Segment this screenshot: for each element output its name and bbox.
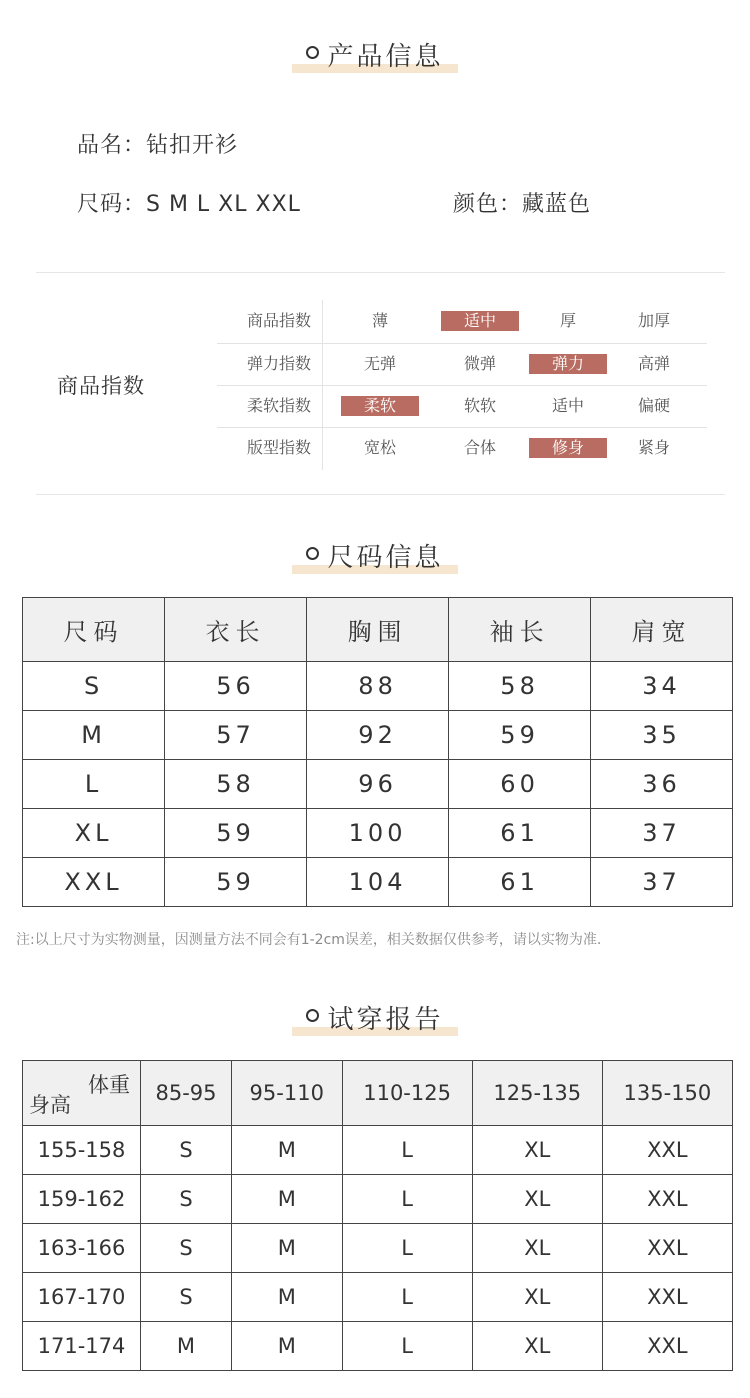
fit-table-size-cell: S	[141, 1273, 232, 1322]
index-option: 高弹	[637, 354, 670, 373]
size-table-cell: 104	[307, 858, 449, 907]
table-row	[23, 1175, 733, 1224]
product-name: 品名：钻扣开衫	[77, 133, 239, 158]
fit-table-height-cell: 155-158	[23, 1126, 141, 1175]
fit-table-weight-header: 125-135	[472, 1061, 602, 1126]
index-row-label: 弹力指数	[246, 354, 311, 373]
size-table-cell: 61	[449, 858, 591, 907]
fit-table-height-cell: 163-166	[23, 1224, 141, 1273]
fit-table-size-cell: L	[342, 1224, 472, 1273]
product-info-heading	[0, 36, 750, 75]
fit-table-size-cell: M	[231, 1322, 342, 1371]
index-row-label: 柔软指数	[246, 396, 311, 415]
fit-report-heading	[0, 999, 750, 1038]
size-table-cell: M	[23, 711, 165, 760]
circle-icon	[306, 46, 319, 59]
fit-table-corner	[23, 1061, 141, 1126]
fit-table-weight-header: 85-95	[141, 1061, 232, 1126]
measurement-note: 注:以上尺寸为实物测量，因测量方法不同会有1-2cm误差，相关数据仅供参考，请以实物为准.	[16, 932, 602, 948]
size-table-cell: 59	[449, 711, 591, 760]
size-table-cell: 92	[307, 711, 449, 760]
size-table-cell: XXL	[23, 858, 165, 907]
size-table-cell: 100	[307, 809, 449, 858]
size-info-title: 尺码信息	[327, 543, 444, 573]
table-row	[23, 858, 733, 907]
index-row-label: 版型指数	[246, 438, 311, 457]
index-option: 紧身	[637, 438, 670, 457]
table-row	[23, 1322, 733, 1371]
fit-table-size-cell: XL	[472, 1224, 602, 1273]
index-option-selected: 修身	[529, 438, 607, 458]
fit-table-size-cell: XXL	[602, 1322, 732, 1371]
index-row-label: 商品指数	[246, 311, 311, 330]
size-table-cell: 59	[165, 809, 307, 858]
fit-table-height-cell: 171-174	[23, 1322, 141, 1371]
index-option: 厚	[559, 311, 576, 330]
size-table-cell: S	[23, 662, 165, 711]
table-row	[23, 1224, 733, 1273]
size-table	[22, 597, 733, 907]
fit-table-size-cell: XL	[472, 1322, 602, 1371]
table-row	[23, 711, 733, 760]
index-option-selected: 柔软	[341, 396, 419, 416]
index-option: 微弹	[463, 354, 496, 373]
fit-table-height-cell: 159-162	[23, 1175, 141, 1224]
fit-table-size-cell: M	[231, 1273, 342, 1322]
divider	[36, 272, 725, 273]
fit-table-size-cell: L	[342, 1175, 472, 1224]
product-info-title: 产品信息	[327, 42, 444, 72]
fit-table-size-cell: M	[231, 1126, 342, 1175]
size-table-header-cell: 尺码	[23, 598, 165, 662]
size-table-header-cell: 肩宽	[591, 598, 733, 662]
fit-table-height-cell: 167-170	[23, 1273, 141, 1322]
fit-table-weight-header: 110-125	[342, 1061, 472, 1126]
index-option-selected: 适中	[441, 311, 519, 331]
size-table-cell: 37	[591, 809, 733, 858]
fit-table-size-cell: XL	[472, 1175, 602, 1224]
fit-table-size-cell: L	[342, 1126, 472, 1175]
size-table-cell: 59	[165, 858, 307, 907]
circle-icon	[306, 1009, 319, 1022]
fit-table-size-cell: M	[231, 1175, 342, 1224]
fit-report-title: 试穿报告	[327, 1005, 444, 1035]
table-row	[23, 1126, 733, 1175]
fit-table-size-cell: S	[141, 1175, 232, 1224]
size-table-header-row	[23, 598, 733, 662]
fit-table-size-cell: S	[141, 1224, 232, 1273]
fit-table-weight-header: 95-110	[231, 1061, 342, 1126]
fit-table-size-cell: XXL	[602, 1175, 732, 1224]
size-table-cell: 35	[591, 711, 733, 760]
fit-table	[22, 1060, 733, 1371]
fit-table-size-cell: M	[141, 1322, 232, 1371]
size-table-cell: 34	[591, 662, 733, 711]
circle-icon	[306, 547, 319, 560]
size-table-cell: 37	[591, 858, 733, 907]
index-row-divider	[217, 385, 707, 386]
index-option: 宽松	[363, 438, 396, 457]
index-option: 软软	[463, 396, 496, 415]
fit-table-size-cell: XL	[472, 1126, 602, 1175]
table-row	[23, 760, 733, 809]
index-option: 薄	[371, 311, 388, 330]
size-table-cell: XL	[23, 809, 165, 858]
fit-table-header-row	[23, 1061, 733, 1126]
table-row	[23, 1273, 733, 1322]
size-info-heading	[0, 537, 750, 576]
size-table-cell: 60	[449, 760, 591, 809]
size-table-header-cell: 胸围	[307, 598, 449, 662]
size-table-cell: 56	[165, 662, 307, 711]
size-table-cell: 36	[591, 760, 733, 809]
fit-table-size-cell: L	[342, 1273, 472, 1322]
size-table-header-cell: 衣长	[165, 598, 307, 662]
fit-table-size-cell: S	[141, 1126, 232, 1175]
fit-table-size-cell: XXL	[602, 1273, 732, 1322]
size-table-cell: 61	[449, 809, 591, 858]
table-row	[23, 809, 733, 858]
size-table-cell: 57	[165, 711, 307, 760]
fit-table-size-cell: L	[342, 1322, 472, 1371]
size-table-header-cell: 袖长	[449, 598, 591, 662]
size-table-cell: 58	[449, 662, 591, 711]
index-option: 合体	[463, 438, 496, 457]
table-row	[23, 662, 733, 711]
index-option-selected: 弹力	[529, 354, 607, 374]
corner-weight-label: 体重	[88, 1073, 130, 1097]
fit-table-size-cell: XXL	[602, 1126, 732, 1175]
fit-table-size-cell: XXL	[602, 1224, 732, 1273]
product-sizes: 尺码：S M L XL XXL	[77, 192, 301, 217]
fit-table-size-cell: XL	[472, 1273, 602, 1322]
index-option: 无弹	[363, 354, 396, 373]
size-table-cell: L	[23, 760, 165, 809]
divider	[36, 494, 725, 495]
fit-table-size-cell: M	[231, 1224, 342, 1273]
product-color: 颜色：藏蓝色	[453, 192, 592, 217]
fit-table-weight-header: 135-150	[602, 1061, 732, 1126]
size-table-cell: 88	[307, 662, 449, 711]
size-table-cell: 96	[307, 760, 449, 809]
index-option: 偏硬	[637, 396, 670, 415]
index-option: 加厚	[637, 311, 670, 330]
corner-height-label: 身高	[29, 1093, 71, 1117]
index-option: 适中	[551, 396, 584, 415]
size-table-cell: 58	[165, 760, 307, 809]
index-row-divider	[217, 343, 707, 344]
index-section-label: 商品指数	[57, 374, 145, 398]
index-row-divider	[217, 427, 707, 428]
